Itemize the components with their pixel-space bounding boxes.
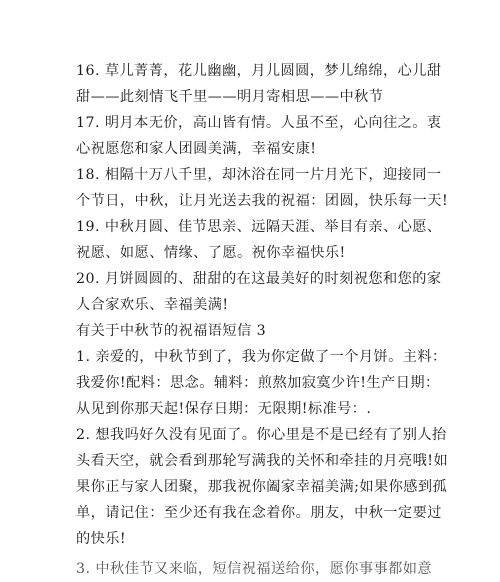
list-item bbox=[76, 110, 452, 162]
list-section-1 bbox=[76, 58, 452, 318]
list-item bbox=[76, 422, 452, 552]
text-line: 从见到你那天起!保存日期：无限期!标准号：. bbox=[76, 401, 372, 417]
text-line: 个节日，中秋，让月光送去我的祝福：团圆，快乐每一天! bbox=[76, 193, 449, 209]
list-item bbox=[76, 266, 452, 318]
text-line: 2. 想我吗好久没有见面了。你心里是不是已经有了别人抬 bbox=[76, 427, 447, 443]
list-section-2 bbox=[76, 344, 452, 552]
text-line: 20. 月饼圆圆的、甜甜的在这最美好的时刻祝您和您的家 bbox=[76, 271, 442, 287]
text-line: 头看天空，就会看到那轮写满我的关怀和牵挂的月亮哦!如 bbox=[76, 453, 449, 469]
cut-off-line bbox=[76, 556, 476, 577]
list-item bbox=[76, 214, 452, 266]
list-item bbox=[76, 344, 452, 422]
text-line: 3. 中秋佳节又来临，短信祝福送给你，愿你事事都如意 bbox=[76, 561, 433, 577]
text-line: 17. 明月本无价，高山皆有情。人虽不至，心向往之。衷 bbox=[76, 115, 442, 131]
text-line: 我爱你!配料：思念。辅料：煎熬加寂寞少许!生产日期： bbox=[76, 375, 440, 391]
text-line: 19. 中秋月圆、佳节思亲、远隔天涯、举目有亲、心愿、 bbox=[76, 219, 442, 235]
list-item bbox=[76, 162, 452, 214]
text-line: 果你正与家人团聚，那我祝你阖家幸福美满;如果你感到孤 bbox=[76, 479, 448, 495]
text-line: 祝愿、如愿、情缘、了愿。祝你幸福快乐! bbox=[76, 245, 346, 261]
text-line: 人合家欢乐、幸福美满! bbox=[76, 297, 229, 313]
section-heading: 有关于中秋节的祝福语短信 3 bbox=[76, 323, 267, 339]
text-line: 单，请记住：至少还有我在念着你。朋友，中秋一定要过 bbox=[76, 505, 442, 521]
text-line: 的快乐! bbox=[76, 531, 127, 547]
text-line: 心祝愿您和家人团圆美满，幸福安康! bbox=[76, 141, 317, 157]
text-line: 1. 亲爱的，中秋节到了，我为你定做了一个月饼。主料： bbox=[76, 349, 447, 365]
text-line: 18. 相隔十万八千里，却沐浴在同一片月光下，迎接同一 bbox=[76, 167, 442, 183]
text-line: 甜——此刻情飞千里——明月寄相思——中秋节 bbox=[76, 89, 384, 105]
list-item bbox=[76, 58, 452, 110]
text-line: 16. 草儿菁菁，花儿幽幽，月儿圆圆，梦儿绵绵，心儿甜 bbox=[76, 63, 442, 79]
